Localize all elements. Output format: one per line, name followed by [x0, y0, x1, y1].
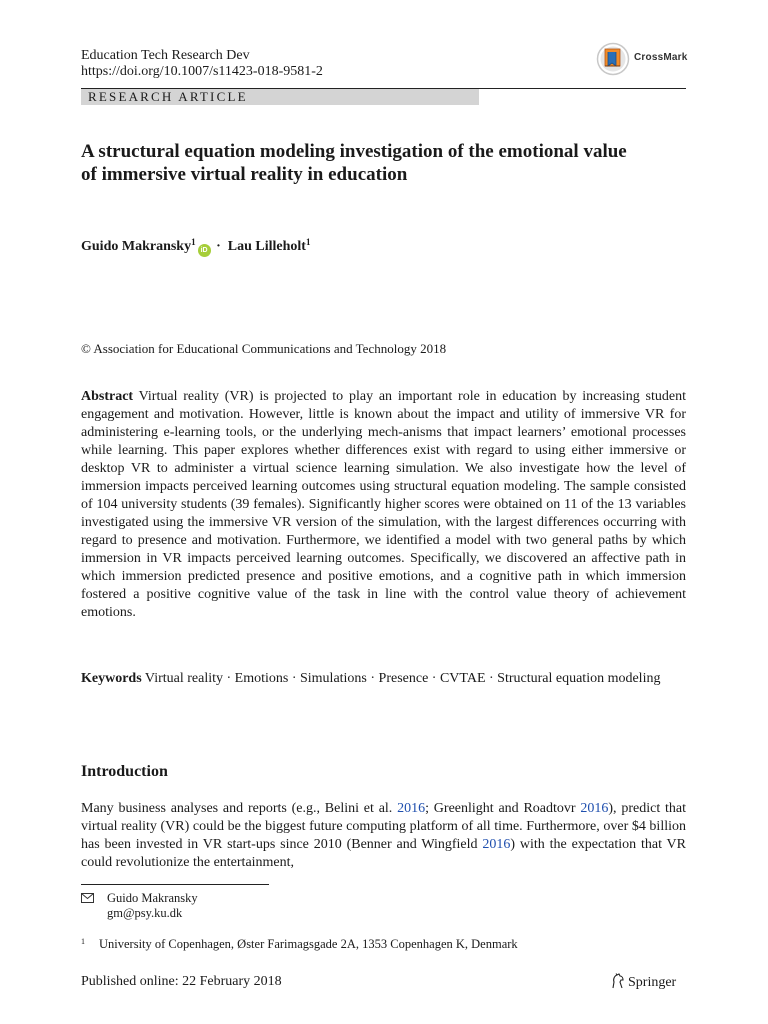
doi-link[interactable]: https://doi.org/10.1007/s11423-018-9581-2: [81, 64, 323, 79]
contact-name: Guido Makransky: [107, 891, 198, 905]
affiliation-marker: 1: [81, 937, 85, 946]
publisher-name: Springer: [628, 975, 677, 990]
citation-link[interactable]: 2016: [580, 801, 609, 816]
springer-horse-icon: [611, 973, 625, 989]
crossmark-badge[interactable]: [596, 42, 696, 76]
keywords-text: Virtual reality · Emotions · Simulations · Presence · CVTAE · Structural equation modeling: [144, 671, 661, 686]
citation-link[interactable]: 2016: [397, 801, 426, 816]
journal-header: [81, 48, 323, 80]
abstract: [81, 388, 686, 622]
intro-text: ) with the expectation that VR could revolutionize the entertainment,: [81, 837, 686, 870]
author-name[interactable]: Guido Makransky: [81, 239, 192, 254]
correspondence-footnote: [81, 891, 198, 921]
author-affil-marker[interactable]: 1: [191, 237, 196, 247]
introduction-paragraph: [81, 800, 686, 872]
footnote-rule: [81, 884, 269, 885]
author-separator: ·: [216, 239, 221, 254]
publisher-logo[interactable]: [611, 973, 676, 992]
affiliation-footnote: [81, 934, 518, 952]
copyright-notice: © Association for Educational Communications and Technology 2018: [81, 341, 447, 356]
article-type: RESEARCH ARTICLE: [88, 89, 248, 104]
published-date: Published online: 22 February 2018: [81, 974, 282, 989]
author-affil-marker[interactable]: 1: [305, 237, 311, 247]
contact-email[interactable]: gm@psy.ku.dk: [107, 906, 183, 920]
keywords-label: Keywords: [81, 671, 142, 686]
envelope-icon: [81, 893, 94, 903]
crossmark-icon: [596, 42, 630, 76]
abstract-label: Abstract: [81, 389, 134, 404]
author-name[interactable]: Lau Lilleholt: [227, 239, 306, 254]
intro-text: ), predict that virtual reality (VR) could be the biggest future computing platform of all time. Furthermore, over $4 billion has been invested in VR start-ups since 2010 (Benner and Wingfield: [81, 801, 686, 852]
journal-name: Education Tech Research Dev: [81, 48, 250, 63]
introduction-heading: Introduction: [81, 763, 168, 780]
intro-text: Many business analyses and reports (e.g., Belini et al.: [81, 801, 398, 816]
abstract-text: Virtual reality (VR) is projected to play an important role in education by increasing student engagement and motivation. However, little is known about the impact and utility of immersive VR for administering e-learning tools, or the underlying mech-anisms that impact learners’ emotional processes while learning. This paper explores whether differences exist with regard to using either immersive or desktop VR to administer a virtual science learning simulation. We also investigate how the level of immersion impacts perceived learning outcomes using structural equation modeling. The sample consisted of 104 university students (39 females). Significantly higher scores were obtained on 11 of the 13 variables investigated using the immersive VR version of the simulation, with the largest differences occurring with regard to presence and motivation. Furthermore, we identified a model with two general paths by which immersion in VR impacts perceived learning outcomes. Specifically, we discovered an affective path in which immersion predicted presence and positive emotions, and a cognitive path in which immersion fostered a positive cognitive value of the task in line with the control value theory of achievement emotions.: [81, 389, 686, 620]
affiliation-text: University of Copenhagen, Øster Farimagsgade 2A, 1353 Copenhagen K, Denmark: [99, 937, 518, 951]
article-title: A structural equation modeling investigation of the emotional value of immersive virtual reality in education: [81, 141, 627, 185]
orcid-icon[interactable]: iD: [198, 244, 211, 257]
crossmark-label: CrossMark: [634, 52, 688, 63]
author-list: [81, 233, 310, 257]
citation-link[interactable]: 2016: [482, 837, 511, 852]
keywords: [81, 670, 686, 688]
intro-text: ; Greenlight and Roadtovr: [425, 801, 581, 816]
